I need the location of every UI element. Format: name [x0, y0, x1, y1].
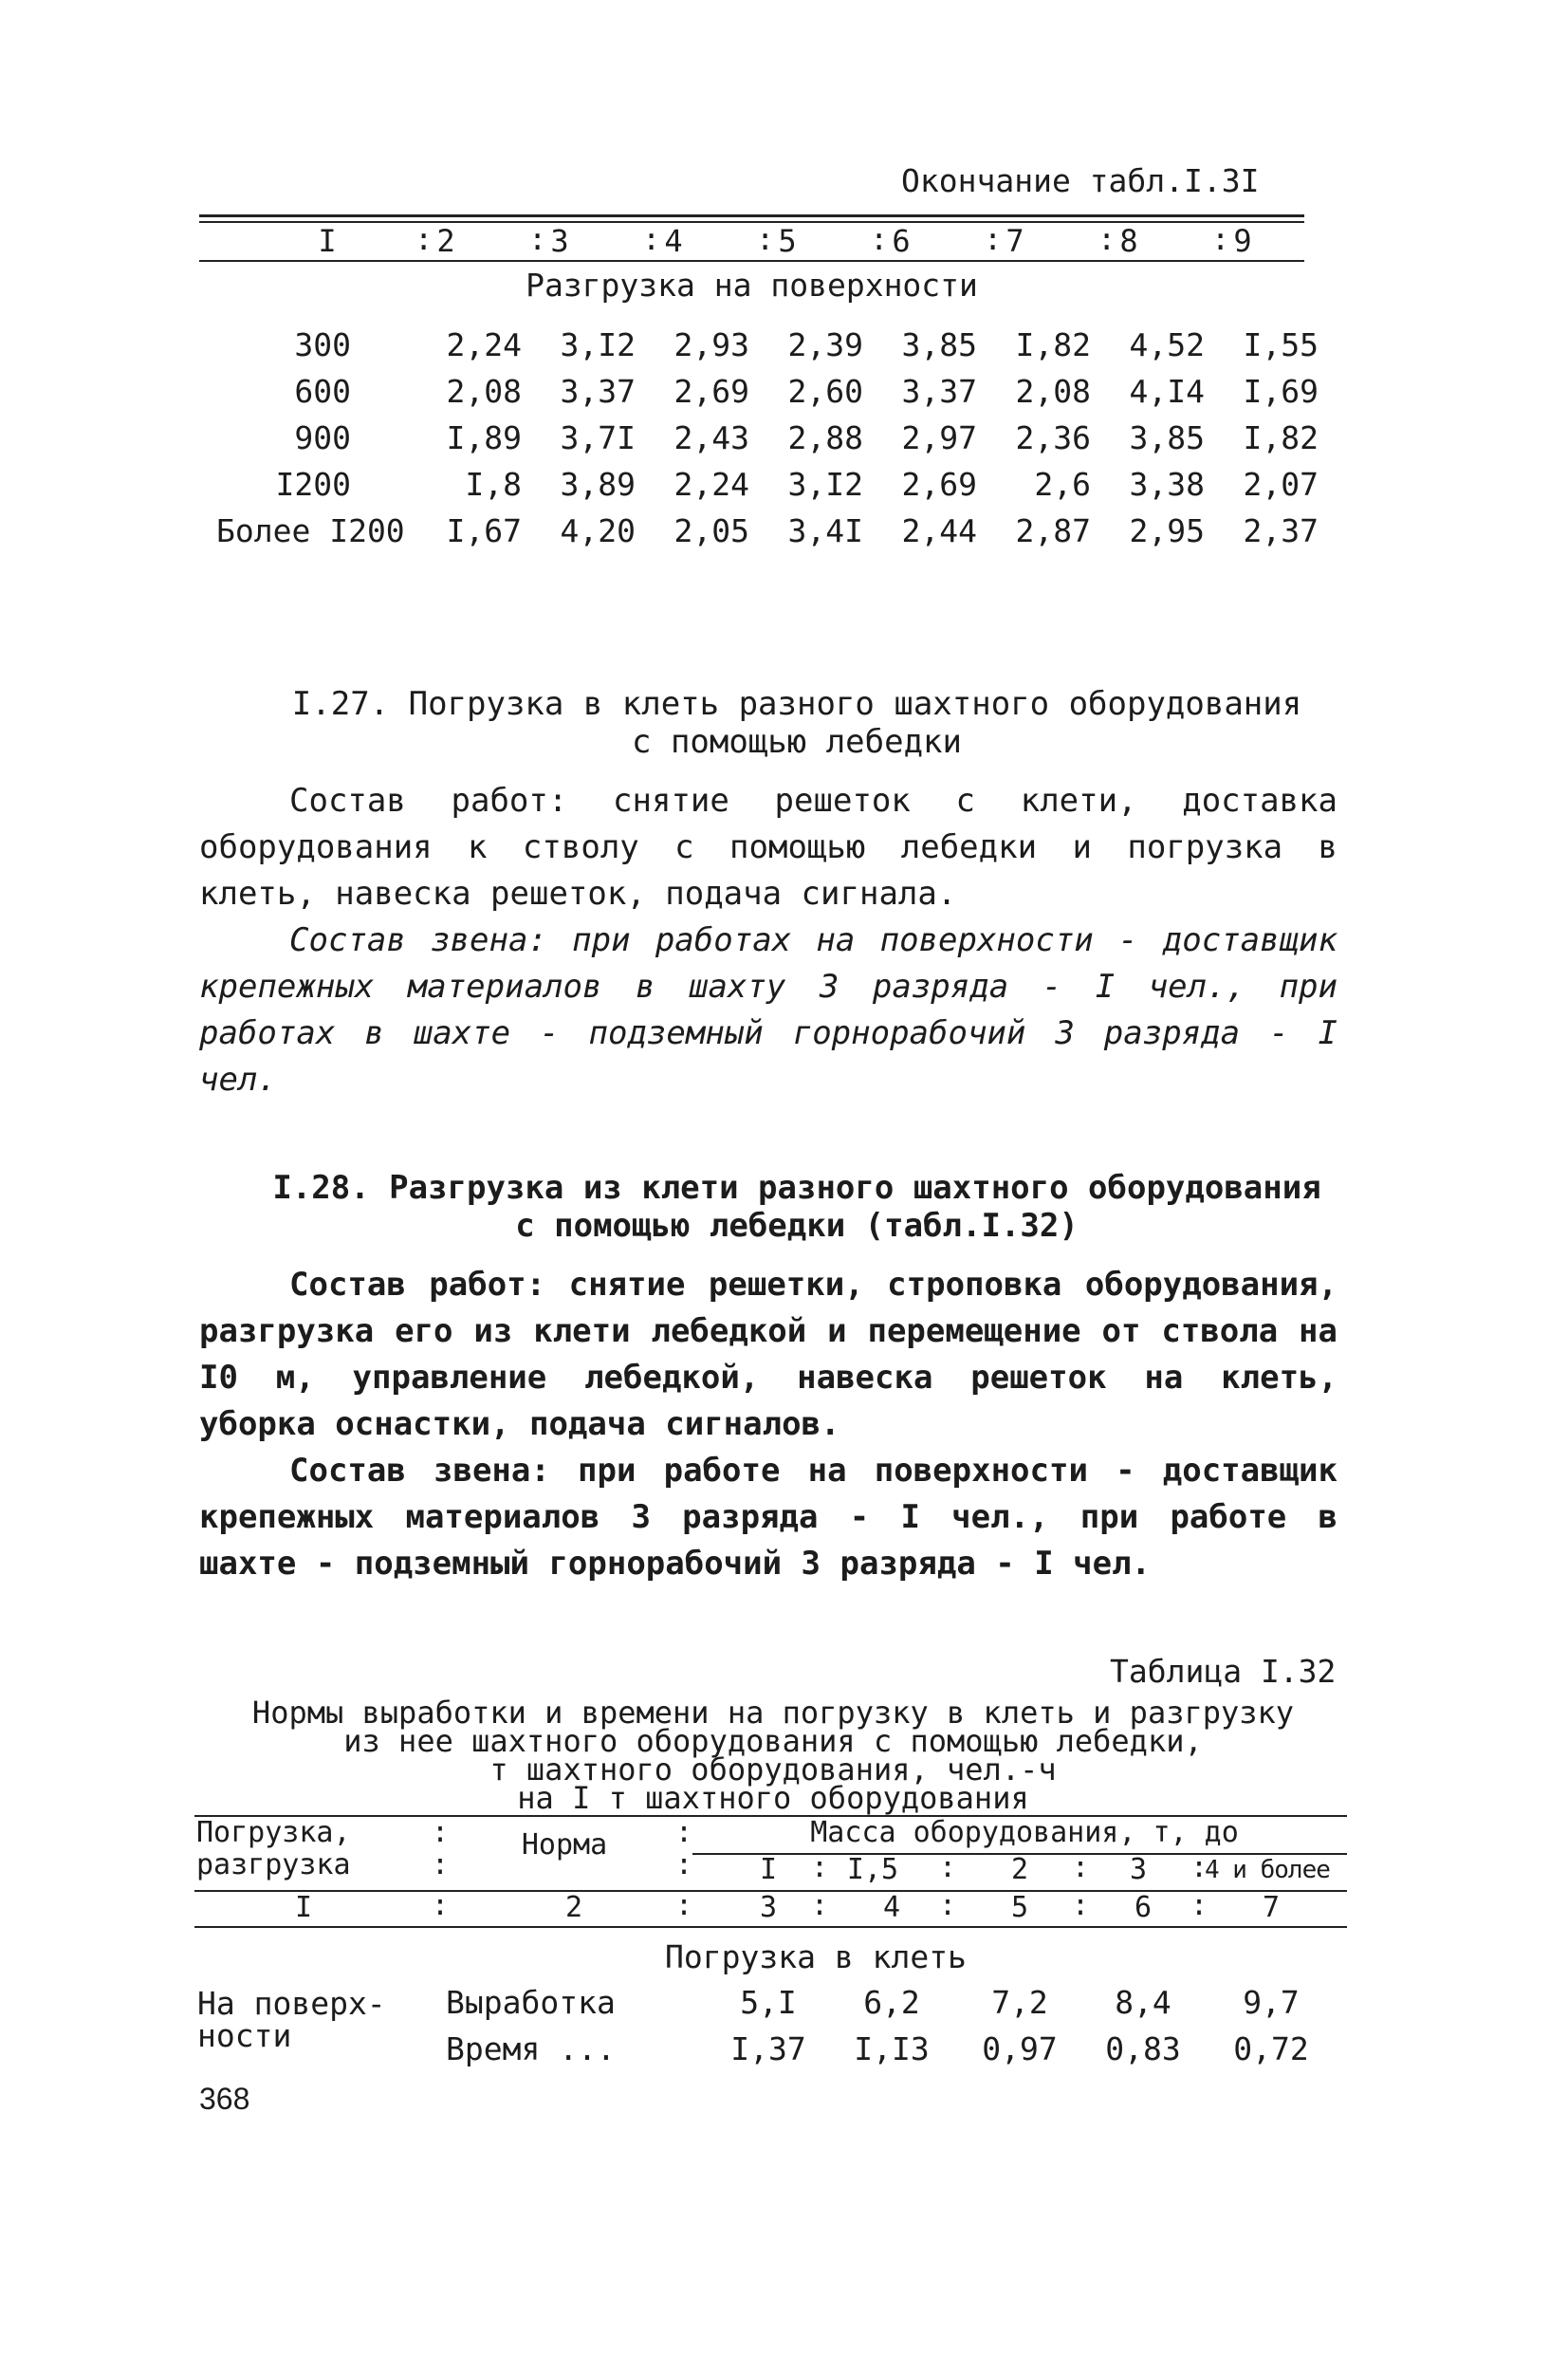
table-cell: 0,83 [1105, 2030, 1181, 2067]
table31-col-header: 8 [1119, 223, 1138, 259]
table31-col-header: I [318, 223, 337, 259]
column-separator: : [675, 1889, 693, 1922]
table31-col-header: 4 [664, 223, 683, 259]
table-cell: 2,37 [1243, 512, 1319, 549]
col-number: 6 [1134, 1891, 1153, 1924]
column-separator: : [1072, 1851, 1090, 1884]
table-cell: 2,97 [901, 419, 977, 456]
column-separator: : [415, 221, 434, 257]
section-127-title [237, 685, 1356, 761]
table-cell: I,69 [1243, 373, 1319, 410]
row-label: 300 [294, 326, 351, 363]
table-cell: I,37 [730, 2030, 806, 2067]
column-separator: : [1190, 1851, 1208, 1884]
table32-row [0, 1984, 1568, 2025]
table32-number: Таблица I.32 [1110, 1653, 1337, 1690]
table-cell: 2,39 [787, 326, 863, 363]
table-title-line: из нее шахтного оборудования с помощью лебедки, [343, 1723, 1203, 1759]
column-separator: : [1190, 1889, 1208, 1922]
table-cell: 5,I [740, 1984, 797, 2021]
table32-row [0, 2030, 1568, 2071]
table-cell: 2,08 [446, 373, 522, 410]
column-separator: : [528, 221, 547, 257]
header-mass-col: 3 [1129, 1853, 1148, 1886]
norm-label: Время ... [446, 2030, 616, 2067]
page-number: 368 [199, 2082, 250, 2116]
table-cell: 6,2 [863, 1984, 920, 2021]
table-cell: 2,87 [1015, 512, 1091, 549]
norm-label: Выработка [446, 1984, 616, 2021]
section-127-work-paragraph: Состав работ: снятие решеток с клети, доставка оборудования к стволу с помощью лебедки и погрузка в клеть, навеска решеток, подача сигнала. [199, 782, 1337, 913]
table-cell: 4,I4 [1129, 373, 1205, 410]
table-cell: 0,97 [982, 2030, 1058, 2067]
row-label: 900 [294, 419, 351, 456]
table31-section-title: Разгрузка на поверхности [526, 267, 978, 304]
column-separator: : [642, 221, 661, 257]
table-cell: 2,43 [673, 419, 749, 456]
table-cell: I,82 [1243, 419, 1319, 456]
table31-col-header: 9 [1233, 223, 1252, 259]
col-number: 2 [564, 1891, 583, 1924]
section-128-work-paragraph: Состав работ: снятие решетки, строповка оборудования, разгрузка его из клети лебедкой и перемещение от ствола на I0 м, управление лебедкой, навеска решеток на клеть, уборка оснастки, подача сигналов. [199, 1266, 1337, 1443]
header-norm: Норма [521, 1828, 608, 1862]
table-title-line: т шахтного оборудования, чел.-ч [489, 1751, 1057, 1788]
header-mass-col: 4 и более [1205, 1856, 1330, 1884]
column-separator: : : [675, 1816, 693, 1881]
table31-row [0, 373, 1568, 414]
table-cell: 2,93 [673, 326, 749, 363]
table-cell: 3,85 [901, 326, 977, 363]
column-separator: : [811, 1851, 829, 1884]
table31-caption: Окончание табл.I.3I [901, 162, 1260, 199]
table-cell: 3,7I [560, 419, 636, 456]
section-128-title [237, 1169, 1356, 1245]
table-cell: 3,I2 [787, 466, 863, 503]
table-cell: I,67 [446, 512, 522, 549]
table31-col-header: 5 [778, 223, 797, 259]
column-separator: : [1098, 221, 1116, 257]
table-cell: I,8 [465, 466, 522, 503]
row-label: Более I200 [216, 512, 405, 549]
table-cell: 4,20 [560, 512, 636, 549]
table31-row [0, 466, 1568, 507]
table-cell: 0,72 [1233, 2030, 1309, 2067]
column-separator: : [870, 221, 889, 257]
table-cell: 2,24 [446, 326, 522, 363]
header-mass-col: I [759, 1853, 778, 1886]
header-mass-group: Масса оборудования, т, до [810, 1816, 1239, 1849]
table31-col-header: 2 [436, 223, 455, 259]
col-number: 7 [1262, 1891, 1281, 1924]
table32-row-label: На поверх- ности [197, 1985, 386, 2054]
table-title-line: на I т шахтного оборудования [517, 1780, 1029, 1816]
row-label: I200 [275, 466, 351, 503]
table31-row [0, 419, 1568, 460]
table-cell: 2,44 [901, 512, 977, 549]
column-separator: : [1072, 1889, 1090, 1922]
table-cell: 3,85 [1129, 419, 1205, 456]
column-separator: : [939, 1851, 957, 1884]
table-cell: 8,4 [1115, 1984, 1171, 2021]
table31-col-header: 7 [1005, 223, 1024, 259]
table31-col-header: 3 [550, 223, 569, 259]
col-number: 5 [1010, 1891, 1029, 1924]
section-title-line: с помощью лебедки (табл.I.32) [515, 1207, 1079, 1245]
table32-col-number-rule [194, 1926, 1347, 1928]
table-cell: I,82 [1015, 326, 1091, 363]
col-number: 3 [759, 1891, 778, 1924]
table-cell: 3,37 [901, 373, 977, 410]
table-cell: 2,69 [901, 466, 977, 503]
section-128-crew-paragraph: Состав звена: при работе на поверхности - доставщик крепежных материалов 3 разряда - I чел., при работе в шахте - подземный горнорабочий 3 разряда - I чел. [199, 1452, 1337, 1583]
table-cell: 2,88 [787, 419, 863, 456]
table-cell: 3,38 [1129, 466, 1205, 503]
table31-row [0, 512, 1568, 553]
column-separator: : [811, 1889, 829, 1922]
table32-section-title: Погрузка в клеть [665, 1938, 967, 1975]
table-cell: 2,60 [787, 373, 863, 410]
header-mass-col: I,5 [846, 1853, 899, 1886]
header-load-unload: Погрузка, разгрузка [196, 1816, 351, 1881]
row-label: 600 [294, 373, 351, 410]
table32-title [190, 1695, 1356, 1816]
column-separator: : [432, 1889, 450, 1922]
table-cell: 9,7 [1243, 1984, 1300, 2021]
table-cell: I,55 [1243, 326, 1319, 363]
table-cell: 3,4I [787, 512, 863, 549]
table31-top-rule-2 [199, 221, 1304, 223]
table-cell: 2,69 [673, 373, 749, 410]
table-cell: I,89 [446, 419, 522, 456]
table-cell: 2,24 [673, 466, 749, 503]
table-cell: 7,2 [991, 1984, 1048, 2021]
table-cell: 4,52 [1129, 326, 1205, 363]
column-separator: : [756, 221, 775, 257]
table-cell: 3,37 [560, 373, 636, 410]
column-separator: : [939, 1889, 957, 1922]
table-title-line: Нормы выработки и времени на погрузку в клеть и разгрузку [251, 1695, 1295, 1731]
table-cell: 2,36 [1015, 419, 1091, 456]
table31-header-rule [199, 260, 1304, 262]
section-title-line: I.27. Погрузка в клеть разного шахтного оборудования [291, 685, 1302, 723]
table-cell: 2,07 [1243, 466, 1319, 503]
section-title-line: с помощью лебедки [632, 723, 962, 761]
table-cell: 3,I2 [560, 326, 636, 363]
col-number: 4 [882, 1891, 901, 1924]
column-separator: : [1211, 221, 1230, 257]
table-cell: 2,6 [1034, 466, 1091, 503]
table31-row [0, 326, 1568, 367]
table31-col-header: 6 [892, 223, 911, 259]
section-title-line: I.28. Разгрузка из клети разного шахтного оборудования [272, 1169, 1321, 1207]
table-cell: I,I3 [854, 2030, 930, 2067]
table-cell: 2,05 [673, 512, 749, 549]
column-separator: : [984, 221, 1003, 257]
table-cell: 3,89 [560, 466, 636, 503]
table31-top-rule [199, 214, 1304, 217]
column-separator: : : [432, 1816, 450, 1881]
col-number: I [294, 1891, 313, 1924]
table-cell: 2,95 [1129, 512, 1205, 549]
section-127-crew-paragraph: Состав звена: при работах на поверхности - доставщик крепежных материалов в шахту 3 разряда - I чел., при работах в шахте - подземный горнорабочий 3 разряда - I чел. [199, 921, 1337, 1099]
header-mass-col: 2 [1010, 1853, 1029, 1886]
table-cell: 2,08 [1015, 373, 1091, 410]
